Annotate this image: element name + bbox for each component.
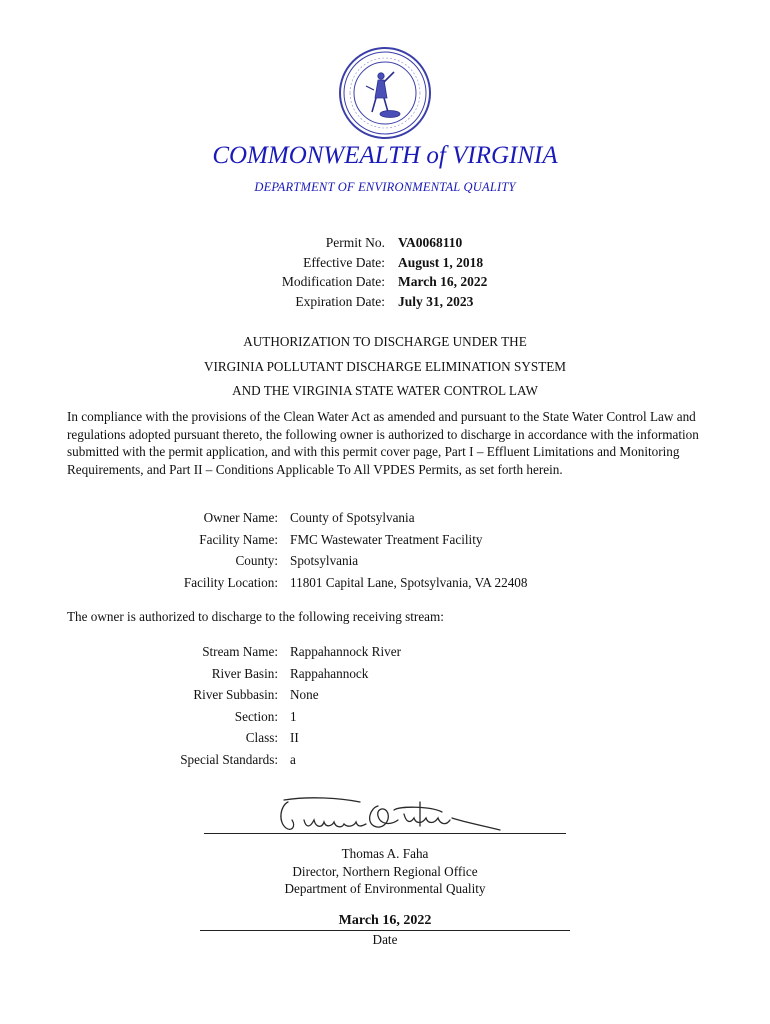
owner-name-label: Owner Name: xyxy=(203,510,278,525)
authorization-line-1: AUTHORIZATION TO DISCHARGE UNDER THE xyxy=(243,334,527,349)
date-line xyxy=(200,930,570,931)
modification-date-value: March 16, 2022 xyxy=(398,274,488,290)
facility-location-value: 11801 Capital Lane, Spotsylvania, VA 22408 xyxy=(290,575,528,590)
class-label: Class: xyxy=(245,730,278,745)
permit-number-label: Permit No. xyxy=(325,235,385,250)
date-label: Date xyxy=(372,932,398,947)
river-subbasin-label: River Subbasin: xyxy=(193,687,278,702)
stream-name-value: Rappahannock River xyxy=(290,644,401,659)
facility-name-value: FMC Wastewater Treatment Facility xyxy=(290,532,483,547)
title-of: of xyxy=(426,142,446,169)
handwritten-signature xyxy=(270,792,510,842)
title-main: COMMONWEALTH xyxy=(212,142,421,169)
class-value: II xyxy=(290,730,299,745)
owner-name-value: County of Spotsylvania xyxy=(290,510,415,525)
permit-info xyxy=(0,233,770,313)
receiving-stream-intro: The owner is authorized to discharge to the following receiving stream: xyxy=(67,609,444,624)
signature-line xyxy=(204,833,566,834)
county-value: Spotsylvania xyxy=(290,553,359,568)
permit-number-value: VA0068110 xyxy=(398,235,463,250)
owner-info xyxy=(0,510,770,596)
facility-location-label: Facility Location: xyxy=(183,575,278,590)
effective-date-value: August 1, 2018 xyxy=(398,254,484,270)
special-standards-value: a xyxy=(290,751,296,767)
virginia-seal-icon xyxy=(338,46,432,140)
effective-date-label: Effective Date: xyxy=(303,254,385,270)
river-basin-value: Rappahannock xyxy=(290,665,369,681)
river-subbasin-value: None xyxy=(290,687,319,702)
page-title xyxy=(0,142,770,170)
title-state: VIRGINIA xyxy=(452,142,558,169)
signer-title: Director, Northern Regional Office xyxy=(292,864,478,879)
expiration-date-label: Expiration Date: xyxy=(295,293,385,309)
stream-info xyxy=(0,644,770,774)
signature-date: March 16, 2022 xyxy=(338,913,432,928)
modification-date-label: Modification Date: xyxy=(281,274,385,290)
authorization-line-3: AND THE VIRGINIA STATE WATER CONTROL LAW xyxy=(232,383,538,398)
signer-name: Thomas A. Faha xyxy=(341,846,429,861)
county-label: County: xyxy=(235,553,278,568)
expiration-date-value: July 31, 2023 xyxy=(398,293,474,309)
section-value: 1 xyxy=(290,708,297,724)
authorization-line-2: VIRGINIA POLLUTANT DISCHARGE ELIMINATION SYSTEM xyxy=(203,359,567,374)
signer-department: Department of Environmental Quality xyxy=(284,881,486,896)
department-subtitle: DEPARTMENT OF ENVIRONMENTAL QUALITY xyxy=(254,180,516,194)
compliance-paragraph: In compliance with the provisions of the Clean Water Act as amended and pursuant to the State Water Control Law and regulations adopted pursuant thereto, the following owner is authorized to discharge in accordance with the information submitted with the permit application, and with this permit cover page, Part I – Effluent Limitations and Monitoring Requirements, and Part II – Conditions Applicable To All VPDES Permits, as set forth herein. xyxy=(67,409,699,477)
special-standards-label: Special Standards: xyxy=(180,751,278,767)
river-basin-label: River Basin: xyxy=(211,665,278,681)
section-label: Section: xyxy=(234,708,278,724)
stream-name-label: Stream Name: xyxy=(202,644,278,659)
facility-name-label: Facility Name: xyxy=(199,532,278,547)
